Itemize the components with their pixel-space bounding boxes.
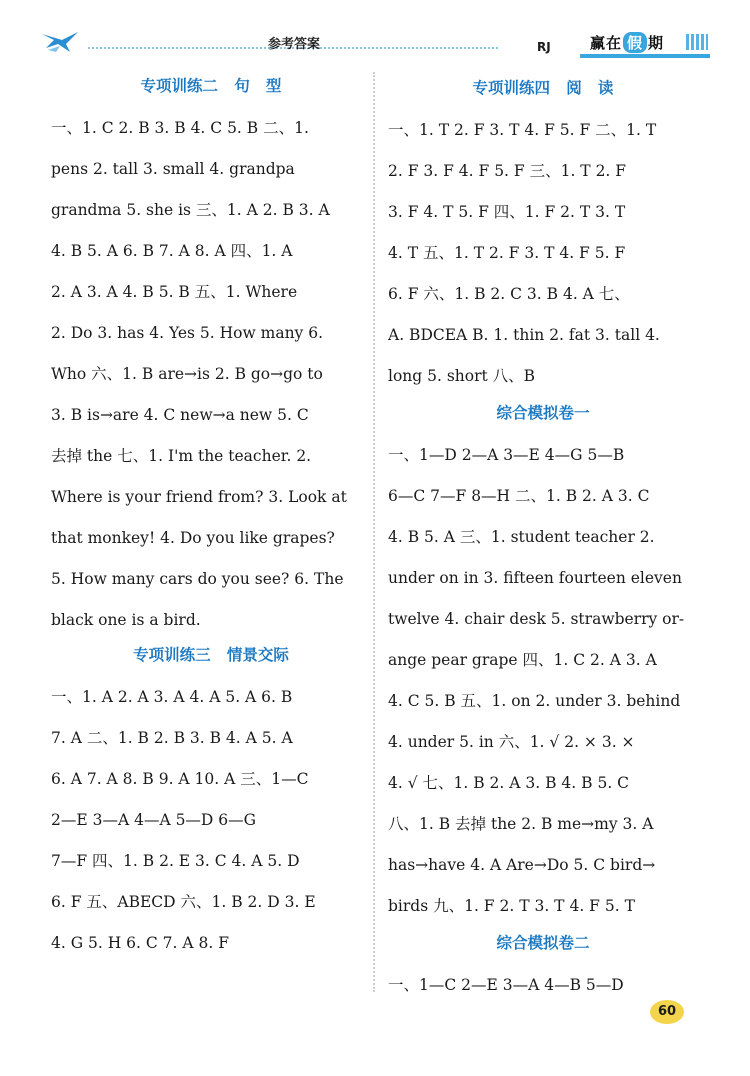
section-title: 专项训练三 情景交际 bbox=[133, 646, 289, 664]
answer-line: 4. T 五、1. T 2. F 3. T 4. F 5. F bbox=[388, 244, 626, 262]
answer-line: 5. How many cars do you see? 6. The bbox=[51, 570, 344, 588]
answer-line: 一、1. C 2. B 3. B 4. C 5. B 二、1. bbox=[51, 119, 309, 137]
answer-line: under on in 3. fifteen fourteen eleven bbox=[388, 569, 682, 587]
section-block bbox=[51, 641, 371, 964]
answer-line: 4. under 5. in 六、1. √ 2. × 3. × bbox=[388, 733, 635, 751]
answer-line: black one is a bird. bbox=[51, 611, 201, 629]
answer-line: has→have 4. A Are→Do 5. C bird→ bbox=[388, 856, 656, 874]
answer-line: 7. A 二、1. B 2. B 3. B 4. A 5. A bbox=[51, 729, 293, 747]
answer-line: that monkey! 4. Do you like grapes? bbox=[51, 529, 335, 547]
answer-line: A. BDCEA B. 1. thin 2. fat 3. tall 4. bbox=[388, 326, 660, 344]
answer-line: 6. F 六、1. B 2. C 3. B 4. A 七、 bbox=[388, 285, 630, 303]
answer-line: 6. A 7. A 8. B 9. A 10. A 三、1—C bbox=[51, 770, 309, 788]
edition-label: RJ bbox=[537, 40, 551, 54]
answer-line: 4. G 5. H 6. C 7. A 8. F bbox=[51, 934, 229, 952]
answer-line: twelve 4. chair desk 5. strawberry or- bbox=[388, 610, 685, 628]
answer-line: 一、1—C 2—E 3—A 4—B 5—D bbox=[388, 976, 624, 994]
answer-line: 一、1. T 2. F 3. T 4. F 5. F 二、1. T bbox=[388, 121, 657, 139]
answer-line: 7—F 四、1. B 2. E 3. C 4. A 5. D bbox=[51, 852, 300, 870]
section-block bbox=[51, 72, 371, 641]
answer-line: 2—E 3—A 4—A 5—D 6—G bbox=[51, 811, 257, 829]
answer-line: 一、1—D 2—A 3—E 4—G 5—B bbox=[388, 446, 625, 464]
answer-line: grandma 5. she is 三、1. A 2. B 3. A bbox=[51, 201, 330, 219]
right-column bbox=[388, 72, 698, 1006]
answer-line: 3. B is→are 4. C new→a new 5. C bbox=[51, 406, 309, 424]
brand-text-before: 赢在 bbox=[590, 34, 623, 52]
answer-line: birds 九、1. F 2. T 3. T 4. F 5. T bbox=[388, 897, 635, 915]
answer-line: 6—C 7—F 8—H 二、1. B 2. A 3. C bbox=[388, 487, 650, 505]
header-accent-bar bbox=[580, 54, 710, 58]
answer-line: 2. F 3. F 4. F 5. F 三、1. T 2. F bbox=[388, 162, 627, 180]
answer-line: long 5. short 八、B bbox=[388, 367, 536, 385]
section-block bbox=[388, 929, 698, 1006]
page-number-badge: 60 bbox=[650, 1000, 684, 1024]
section-block bbox=[388, 74, 698, 397]
answer-line: pens 2. tall 3. small 4. grandpa bbox=[51, 160, 295, 178]
column-divider bbox=[373, 72, 375, 992]
answer-line: 八、1. B 去掉 the 2. B me→my 3. A bbox=[388, 815, 654, 833]
answer-line: Where is your friend from? 3. Look at bbox=[51, 488, 347, 506]
answer-line: 4. B 5. A 三、1. student teacher 2. bbox=[388, 528, 655, 546]
brand-text-highlight: 假 bbox=[623, 32, 647, 53]
answer-line: 4. C 5. B 五、1. on 2. under 3. behind bbox=[388, 692, 681, 710]
header-title: 参考答案 bbox=[268, 37, 321, 52]
answer-line: 2. A 3. A 4. B 5. B 五、1. Where bbox=[51, 283, 298, 301]
answer-line: Who 六、1. B are→is 2. B go→go to bbox=[51, 365, 323, 383]
answer-line: 4. B 5. A 6. B 7. A 8. A 四、1. A bbox=[51, 242, 293, 260]
answer-line: ange pear grape 四、1. C 2. A 3. A bbox=[388, 651, 657, 669]
section-block bbox=[388, 399, 698, 927]
left-column bbox=[51, 72, 371, 964]
section-title: 专项训练四 阅 读 bbox=[472, 79, 614, 97]
brand-logo bbox=[590, 32, 664, 53]
answer-line: 6. F 五、ABECD 六、1. B 2. D 3. E bbox=[51, 893, 316, 911]
answer-line: 2. Do 3. has 4. Yes 5. How many 6. bbox=[51, 324, 324, 342]
answer-line: 去掉 the 七、1. I'm the teacher. 2. bbox=[51, 447, 312, 465]
answer-line: 一、1. A 2. A 3. A 4. A 5. A 6. B bbox=[51, 688, 293, 706]
brand-text-after: 期 bbox=[648, 34, 665, 52]
answer-line: 3. F 4. T 5. F 四、1. F 2. T 3. T bbox=[388, 203, 626, 221]
section-title: 综合模拟卷二 bbox=[496, 934, 590, 952]
header-stripes bbox=[686, 34, 708, 50]
answer-line: 4. √ 七、1. B 2. A 3. B 4. B 5. C bbox=[388, 774, 630, 792]
section-title: 专项训练二 句 型 bbox=[140, 77, 282, 95]
section-title: 综合模拟卷一 bbox=[496, 404, 590, 422]
bird-logo-icon bbox=[40, 28, 80, 54]
page-header bbox=[0, 0, 750, 70]
